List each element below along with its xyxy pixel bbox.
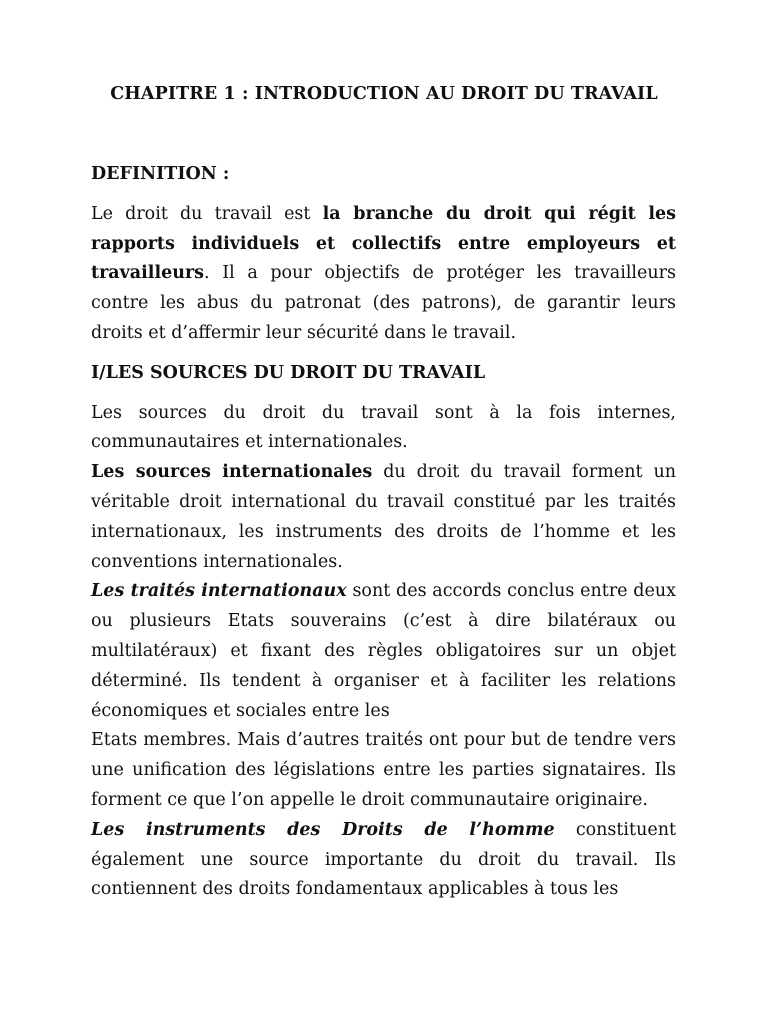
traites-paragraph <box>91 577 676 726</box>
instruments-bold-italic: Les instruments des Droits de l’homme <box>91 819 555 840</box>
sources-heading: I/LES SOURCES DU DROIT DU TRAVAIL <box>91 362 486 383</box>
sources-intro-paragraph: Les sources du droit du travail sont à la fois internes, communautaires et internationales. <box>91 402 676 453</box>
chapter-title: CHAPITRE 1 : INTRODUCTION AU DROIT DU TRAVAIL <box>110 84 658 104</box>
definition-paragraph <box>91 200 676 349</box>
intl-sources-bold: Les sources internationales <box>91 462 373 483</box>
instruments-paragraph <box>91 816 676 905</box>
traites-bold-italic: Les traités internationaux <box>91 581 347 602</box>
definition-text-end: . Il a pour objectifs de protéger les travailleurs contre les abus du patronat (des patrons), de garantir leurs droits et d’affermir leur sécurité dans le travail. <box>91 263 676 343</box>
traites-text: sont des accords conclus entre deux ou plusieurs Etats souverains (c’est à dire bilatéraux ou multilatéraux) et fixant des règles obligatoires sur un objet déterminé. Ils tendent à organiser et à faciliter les relations économiques et sociales entre les <box>91 581 676 721</box>
definition-bold-text: la branche du droit qui régit les rapports individuels et collectifs entre employeurs et travailleurs <box>91 203 676 284</box>
document-body <box>91 160 676 905</box>
instruments-text: constituent également une source importante du droit du travail. Ils contiennent des droits fondamentaux applicables à tous les <box>91 819 676 900</box>
intl-sources-paragraph <box>91 458 676 577</box>
intl-sources-text: du droit du travail forment un véritable droit international du travail constitué par les traités internationaux, les instruments des droits de l’homme et les conventions internationales. <box>91 462 677 572</box>
definition-heading: DEFINITION : <box>91 164 230 184</box>
definition-text-start: Le droit du travail est <box>91 203 323 224</box>
etats-paragraph: Etats membres. Mais d’autres traités ont pour but de tendre vers une unification des législations entre les parties signataires. Ils forment ce que l’on appelle le droit communautaire originaire. <box>91 730 676 810</box>
